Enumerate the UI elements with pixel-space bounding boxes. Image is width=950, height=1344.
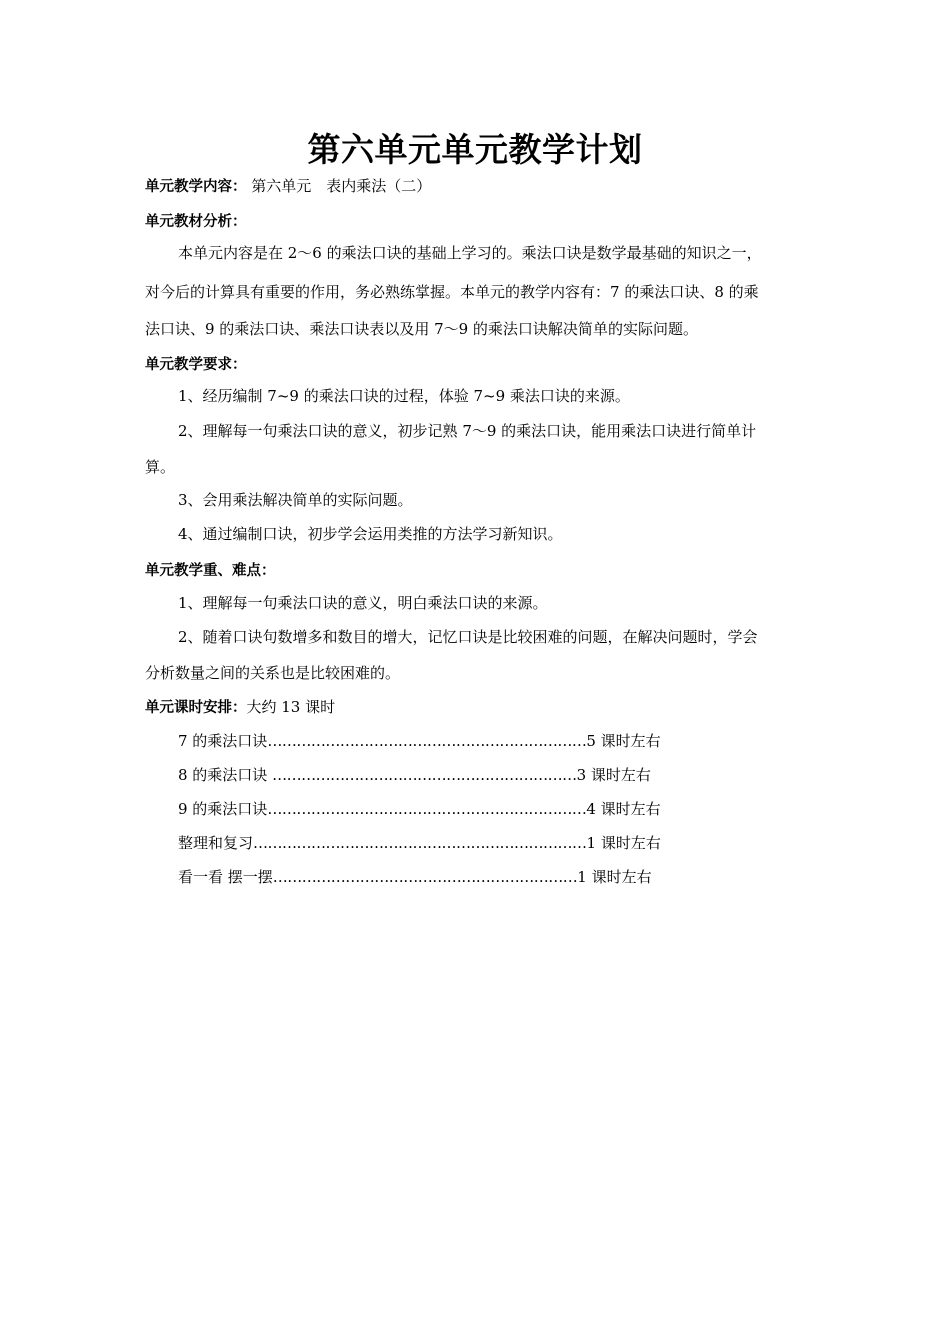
content-row xyxy=(145,175,431,198)
content-label: 单元教学内容： xyxy=(145,179,247,195)
schedule-item-name: 整理和复习 xyxy=(178,834,254,852)
requirement-item-1: 1、经历编制 7~9 的乘法口诀的过程，体验 7~9 乘法口诀的来源。 xyxy=(178,387,630,405)
requirement-item-4: 4、通过编制口诀，初步学会运用类推的方法学习新知识。 xyxy=(178,525,563,543)
analysis-heading xyxy=(145,210,247,233)
schedule-item-hours: 3 课时左右 xyxy=(576,766,651,784)
requirement-item-2-cont: 算。 xyxy=(145,458,176,476)
schedule-item-leader: …………………………………………………………… xyxy=(253,834,587,852)
analysis-line-1: 本单元内容是在 2～6 的乘法口诀的基础上学习的。乘法口诀是数学最基础的知识之一， xyxy=(178,244,762,262)
schedule-item-hours: 1 课时左右 xyxy=(577,868,652,886)
schedule-item-leader: ………………………………………………………… xyxy=(267,732,587,750)
schedule-item-name: 9 的乘法口诀 xyxy=(178,800,268,818)
schedule-item-hours: 4 课时左右 xyxy=(586,800,661,818)
schedule-label: 单元课时安排： xyxy=(145,700,247,716)
requirement-item-2: 2、理解每一句乘法口诀的意义，初步记熟 7～9 的乘法口诀，能用乘法口诀进行简单计 xyxy=(178,422,757,440)
requirements-heading xyxy=(145,353,247,376)
schedule-value: 大约 13 课时 xyxy=(246,698,336,716)
schedule-item xyxy=(178,798,661,820)
schedule-item-leader: ……………………………………………………… xyxy=(272,766,577,784)
requirements-label: 单元教学要求： xyxy=(145,357,247,373)
schedule-item-hours: 5 课时左右 xyxy=(586,732,661,750)
requirement-item-3: 3、会用乘法解决简单的实际问题。 xyxy=(178,491,413,509)
page-title: 第六单元单元教学计划 xyxy=(307,130,643,169)
schedule-item-name: 看一看 摆一摆 xyxy=(178,868,273,886)
content-value: 第六单元 表内乘法（二） xyxy=(251,177,432,195)
schedule-item xyxy=(178,866,652,888)
schedule-item xyxy=(178,730,661,752)
schedule-row xyxy=(145,696,335,719)
keypoint-item-2: 2、随着口诀句数增多和数目的增大，记忆口诀是比较困难的问题，在解决问题时，学会 xyxy=(178,628,758,646)
schedule-item-leader: ……………………………………………………… xyxy=(272,868,578,886)
schedule-item-name: 7 的乘法口诀 xyxy=(178,732,268,750)
schedule-item xyxy=(178,832,661,854)
schedule-item-leader: ………………………………………………………… xyxy=(267,800,587,818)
schedule-item-hours: 1 课时左右 xyxy=(586,834,661,852)
analysis-label: 单元教材分析： xyxy=(145,214,247,230)
keypoint-item-1: 1、理解每一句乘法口诀的意义，明白乘法口诀的来源。 xyxy=(178,594,548,612)
keypoints-heading xyxy=(145,559,276,582)
keypoints-label: 单元教学重、难点： xyxy=(145,563,276,579)
analysis-line-2: 对今后的计算具有重要的作用，务必熟练掌握。本单元的教学内容有：7 的乘法口诀、8 的乘 xyxy=(145,283,759,301)
keypoint-item-2-cont: 分析数量之间的关系也是比较困难的。 xyxy=(145,664,401,682)
schedule-item-name: 8 的乘法口诀 xyxy=(178,766,273,784)
analysis-line-3: 法口诀、9 的乘法口诀、乘法口诀表以及用 7～9 的乘法口诀解决简单的实际问题。 xyxy=(145,320,698,338)
schedule-item xyxy=(178,764,651,786)
